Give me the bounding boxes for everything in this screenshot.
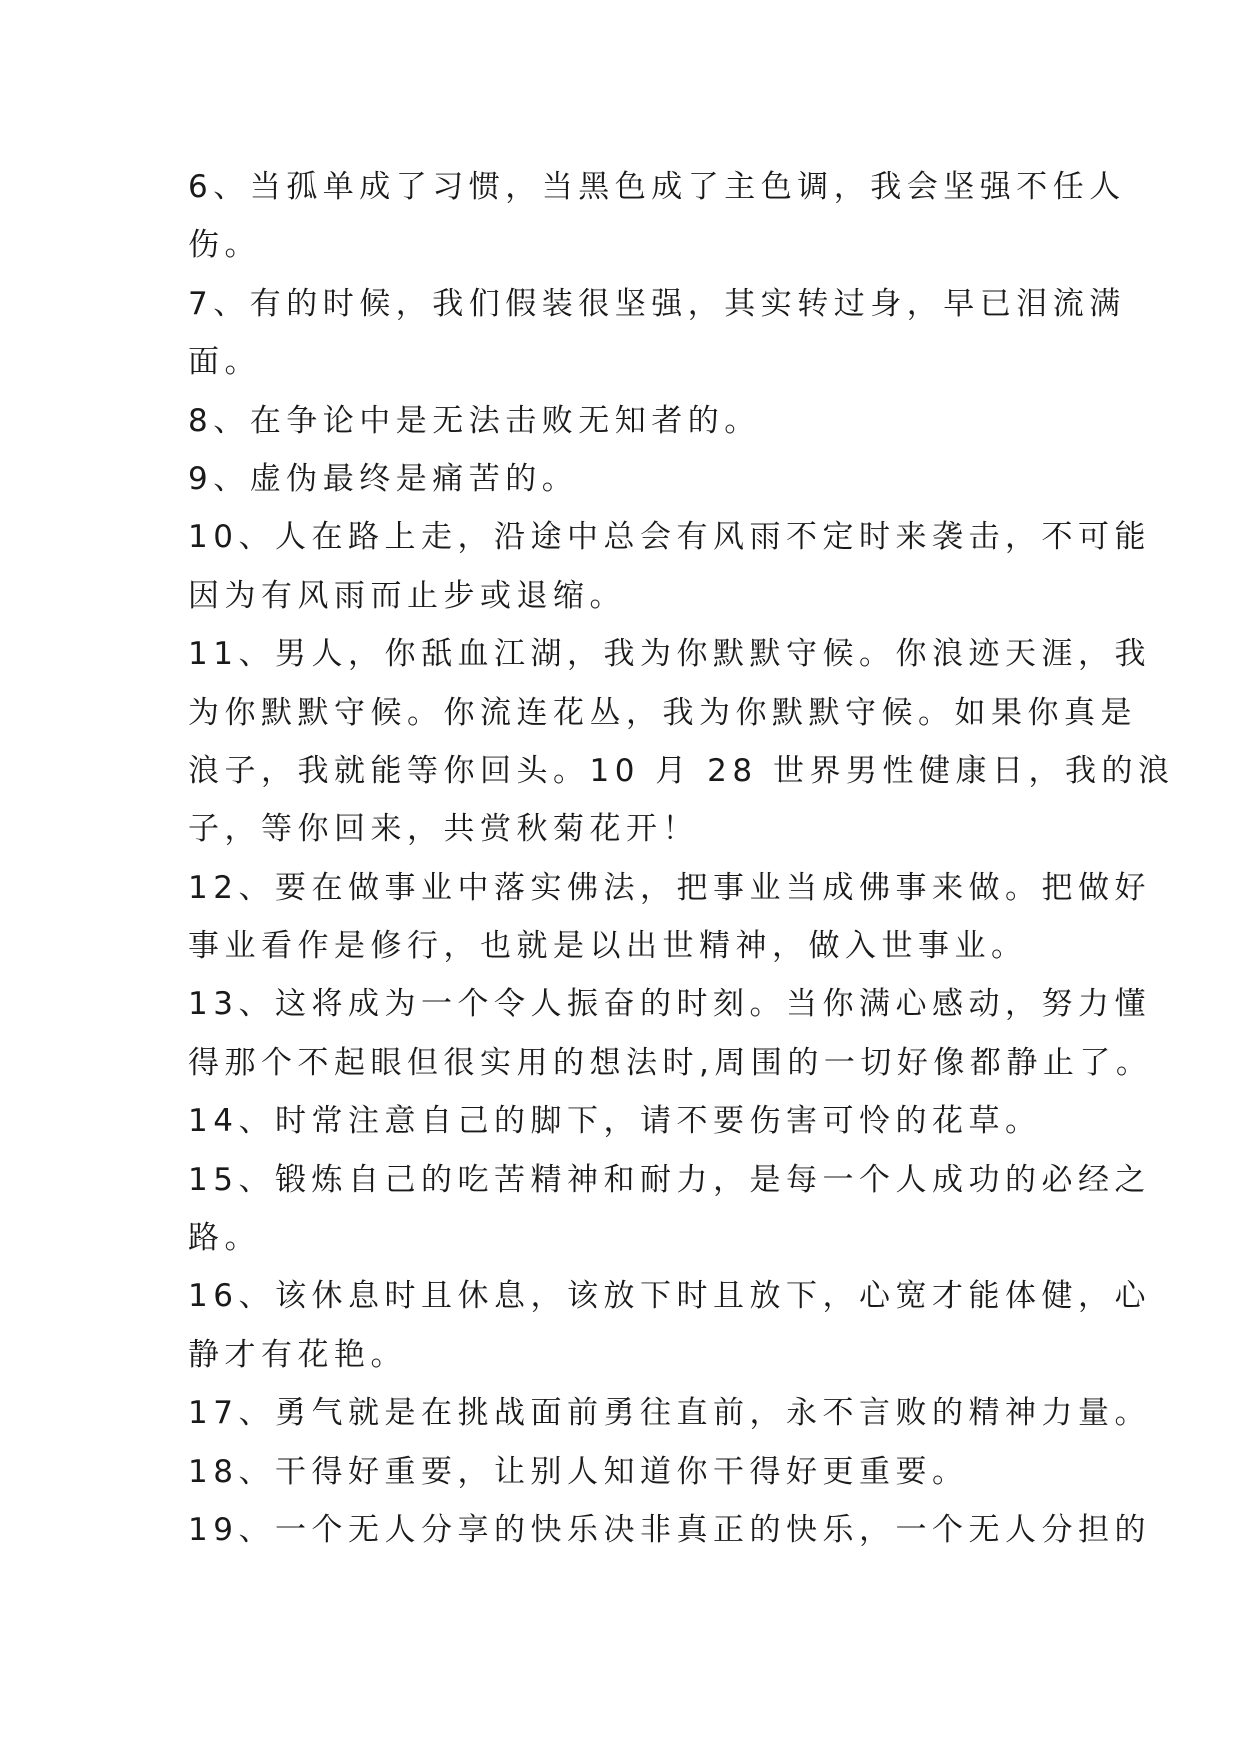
text-line: 12、要在做事业中落实佛法，把事业当成佛事来做。把做好 [188, 869, 1151, 906]
text-line: 18、干得好重要，让别人知道你干得好更重要。 [188, 1453, 969, 1490]
text-line: 伤。 [188, 227, 261, 264]
text-line: 得那个不起眼但很实用的想法时,周围的一切好像都静止了。 [188, 1044, 1153, 1081]
text-line: 静才有花艳。 [188, 1336, 407, 1373]
text-line: 17、勇气就是在挑战面前勇往直前，永不言败的精神力量。 [188, 1395, 1151, 1432]
text-line: 路。 [188, 1220, 261, 1257]
text-line: 9、虚伪最终是痛苦的。 [188, 460, 579, 497]
text-line: 14、时常注意自己的脚下，请不要伤害可怜的花草。 [188, 1103, 1042, 1140]
text-line: 事业看作是修行，也就是以出世精神，做入世事业。 [188, 928, 1028, 965]
text-line: 面。 [188, 344, 261, 381]
text-line: 6、当孤单成了习惯，当黑色成了主色调，我会坚强不任人 [188, 169, 1126, 205]
text-line: 15、锻炼自己的吃苦精神和耐力，是每一个人成功的必经之 [188, 1161, 1151, 1198]
text-line: 19、一个无人分享的快乐决非真正的快乐，一个无人分担的 [188, 1511, 1151, 1548]
text-line: 11、男人，你舐血江湖，我为你默默守候。你浪迹天涯，我 [188, 636, 1151, 673]
text-line: 16、该休息时且休息，该放下时且放下，心宽才能体健，心 [188, 1278, 1151, 1315]
text-line: 10、人在路上走，沿途中总会有风雨不定时来袭击，不可能 [188, 519, 1151, 556]
text-line: 13、这将成为一个令人振奋的时刻。当你满心感动，努力懂 [188, 986, 1151, 1023]
text-line: 浪子，我就能等你回头。10 月 28 世界男性健康日，我的浪 [188, 752, 1175, 789]
text-line: 因为有风雨而止步或退缩。 [188, 577, 626, 614]
text-line: 8、在争论中是无法击败无知者的。 [188, 402, 761, 439]
document-body [188, 158, 1175, 1559]
text-line: 为你默默守候。你流连花丛，我为你默默守候。如果你真是 [188, 694, 1137, 731]
text-line: 7、有的时候，我们假装很坚强，其实转过身，早已泪流满 [188, 285, 1126, 322]
text-line: 子，等你回来，共赏秋菊花开！ [188, 811, 699, 848]
